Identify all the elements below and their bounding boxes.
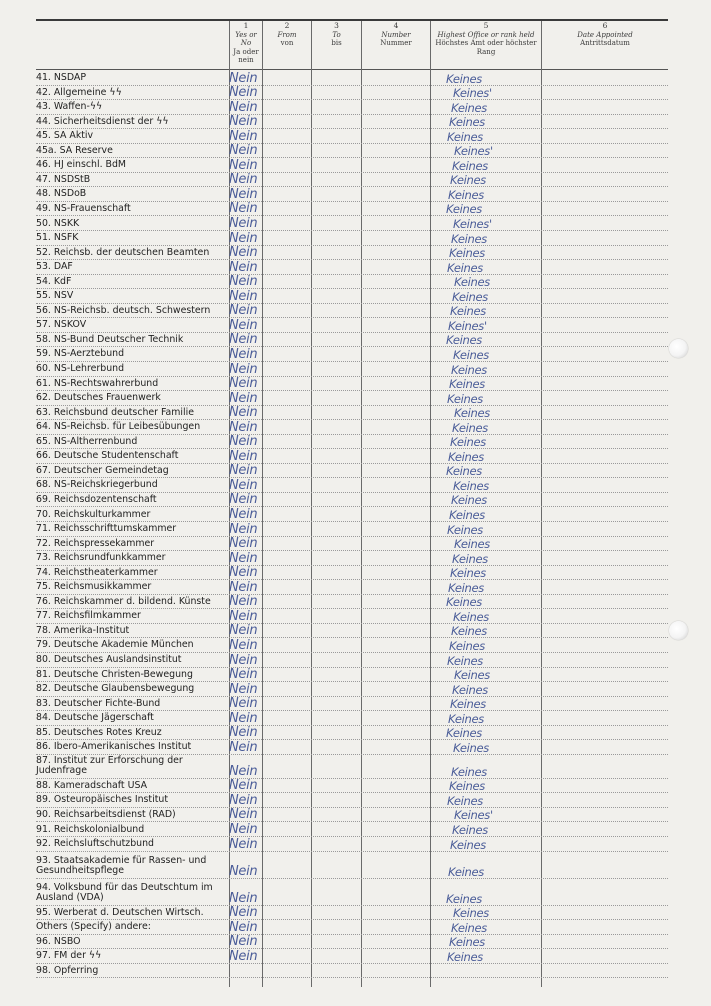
membership-answer: Nein xyxy=(229,288,258,304)
office-held: Keines xyxy=(452,289,488,304)
organization-label: 43. Waffen-ϟϟ xyxy=(36,101,103,113)
membership-answer: Nein xyxy=(229,477,258,493)
organization-label: 55. NSV xyxy=(36,290,74,302)
organization-label: 95. Werberat d. Deutschen Wirtsch. xyxy=(36,906,204,918)
table-row xyxy=(36,391,668,406)
organization-label: 80. Deutsches Auslandsinstitut xyxy=(36,654,182,666)
column-title-en: Highest Office or rank held xyxy=(437,30,535,39)
table-row xyxy=(36,595,668,610)
office-held: Keines xyxy=(446,891,482,906)
organization-label: 75. Reichsmusikkammer xyxy=(36,581,152,593)
table-row xyxy=(36,711,668,726)
row-rule xyxy=(36,977,668,978)
office-held: Keines xyxy=(446,595,482,610)
office-held: Keines xyxy=(451,920,487,935)
table-row xyxy=(36,173,668,188)
office-held: Keines xyxy=(451,100,487,115)
table-row xyxy=(36,115,668,130)
organization-label: 66. Deutsche Studentenschaft xyxy=(36,450,179,462)
organization-label: 90. Reichsarbeitsdienst (RAD) xyxy=(36,808,176,820)
organization-label: 64. NS-Reichsb. für Leibesübungen xyxy=(36,421,201,433)
office-held: Keines xyxy=(453,478,489,493)
column-title-en: From xyxy=(277,30,297,39)
membership-answer: Nein xyxy=(229,201,258,217)
organization-label: 45. SA Aktiv xyxy=(36,130,94,142)
office-held: Keines xyxy=(450,304,486,319)
table-row xyxy=(36,879,668,906)
membership-answer: Nein xyxy=(229,919,258,935)
organization-label: 84. Deutsche Jägerschaft xyxy=(36,712,154,724)
organization-label: 74. Reichstheaterkammer xyxy=(36,566,158,578)
column-title-de: Ja oder nein xyxy=(233,47,259,64)
table-row xyxy=(36,158,668,173)
office-held: Keines xyxy=(453,347,489,362)
office-held: Keines xyxy=(446,71,482,86)
membership-answer: Nein xyxy=(229,216,258,232)
table-row xyxy=(36,920,668,935)
membership-answer: Nein xyxy=(229,317,258,333)
table-row xyxy=(36,949,668,964)
organization-label: 50. NSKK xyxy=(36,217,80,229)
table-row xyxy=(36,478,668,493)
organization-label: 62. Deutsches Frauenwerk xyxy=(36,392,161,404)
organization-label: 87. Institut zur Erforschung der Judenfrage xyxy=(36,754,183,777)
office-held: Keines xyxy=(447,793,483,808)
membership-answer: Nein xyxy=(229,725,258,741)
office-held: Keines xyxy=(449,115,485,130)
organization-label: 48. NSDoB xyxy=(36,188,87,200)
membership-answer: Nein xyxy=(229,778,258,794)
organization-label: 57. NSKOV xyxy=(36,319,87,331)
organization-label: 68. NS-Reichskriegerbund xyxy=(36,479,158,491)
office-held: Keines xyxy=(450,435,486,450)
office-held: Keines xyxy=(454,406,490,421)
membership-answer: Nein xyxy=(229,376,258,392)
office-held: Keines xyxy=(448,187,484,202)
table-row xyxy=(36,837,668,852)
membership-answer: Nein xyxy=(229,157,258,173)
organization-label: 56. NS-Reichsb. deutsch. Schwestern xyxy=(36,304,211,316)
office-held: Keines' xyxy=(448,318,487,333)
membership-answer: Nein xyxy=(229,172,258,188)
table-row xyxy=(36,852,668,879)
organization-label: 41. NSDAP xyxy=(36,72,86,84)
organization-label: 91. Reichskolonialbund xyxy=(36,823,145,835)
column-title-de: Antrittsdatum xyxy=(580,39,630,47)
organization-label: 86. Ibero-Amerikanisches Institut xyxy=(36,741,192,753)
table-row xyxy=(36,231,668,246)
membership-answer: Nein xyxy=(229,405,258,421)
office-held: Keines xyxy=(450,697,486,712)
organization-label: 78. Amerika-Institut xyxy=(36,624,130,636)
membership-answer: Nein xyxy=(229,492,258,508)
organization-label: 92. Reichsluftschutzbund xyxy=(36,838,154,850)
table-row xyxy=(36,289,668,304)
column-number: 1 xyxy=(243,21,249,30)
organization-label: 76. Reichskammer d. bildend. Künste xyxy=(36,595,211,607)
office-held: Keines xyxy=(447,653,483,668)
office-held: Keines' xyxy=(454,808,493,823)
table-row xyxy=(36,508,668,523)
office-held: Keines xyxy=(447,522,483,537)
organization-label: 96. NSBO xyxy=(36,935,81,947)
membership-answer: Nein xyxy=(229,186,258,202)
organization-label: 83. Deutscher Fichte-Bund xyxy=(36,697,161,709)
column-title-de: bis xyxy=(331,39,342,47)
office-held: Keines xyxy=(452,551,488,566)
table-row xyxy=(36,202,668,217)
table-row xyxy=(36,638,668,653)
organization-label: 70. Reichskulturkammer xyxy=(36,508,151,520)
membership-answer: Nein xyxy=(229,822,258,838)
table-row xyxy=(36,333,668,348)
office-held: Keines xyxy=(448,864,484,879)
organization-label: 49. NS-Frauenschaft xyxy=(36,202,131,214)
column-title-en: Number xyxy=(381,30,411,39)
membership-answer: Nein xyxy=(229,550,258,566)
organization-label: 97. FM der ϟϟ xyxy=(36,950,102,962)
office-held: Keines xyxy=(449,638,485,653)
organization-label: 59. NS-Aerztebund xyxy=(36,348,125,360)
organization-label: 89. Osteuropäisches Institut xyxy=(36,794,169,806)
organization-label: 60. NS-Lehrerbund xyxy=(36,363,125,375)
table-row xyxy=(36,464,668,479)
organization-label: 63. Reichsbund deutscher Familie xyxy=(36,406,195,418)
column-title-de: Nummer xyxy=(380,39,412,47)
table-row xyxy=(36,566,668,581)
membership-answer: Nein xyxy=(229,905,258,921)
office-held: Keines xyxy=(449,935,485,950)
membership-answer: Nein xyxy=(229,521,258,537)
column-title-en: Date Appointed xyxy=(577,30,633,39)
office-held: Keines' xyxy=(454,144,493,159)
table-row xyxy=(36,493,668,508)
membership-answer: Nein xyxy=(229,652,258,668)
table-row xyxy=(36,406,668,421)
column-title-de: Höchstes Amt oder höchster Rang xyxy=(435,39,537,56)
table-row xyxy=(36,100,668,115)
membership-answer: Nein xyxy=(229,696,258,712)
office-held: Keines xyxy=(452,158,488,173)
office-held: Keines xyxy=(453,906,489,921)
table-row xyxy=(36,726,668,741)
organization-label: 73. Reichsrundfunkkammer xyxy=(36,552,166,564)
membership-answer: Nein xyxy=(229,536,258,552)
table-row xyxy=(36,420,668,435)
table-row xyxy=(36,435,668,450)
office-held: Keines xyxy=(451,493,487,508)
office-held: Keines xyxy=(454,537,490,552)
column-number: 4 xyxy=(393,21,399,30)
table-row xyxy=(36,823,668,838)
table-row xyxy=(36,755,668,779)
table-row xyxy=(36,275,668,290)
organization-label: 81. Deutsche Christen-Bewegung xyxy=(36,668,193,680)
membership-answer: Nein xyxy=(229,807,258,823)
office-held: Keines xyxy=(449,377,485,392)
office-held: Keines xyxy=(451,764,487,779)
column-number: 5 xyxy=(483,21,489,30)
membership-answer: Nein xyxy=(229,623,258,639)
organization-label: 72. Reichspressekammer xyxy=(36,537,155,549)
office-held: Keines xyxy=(451,231,487,246)
membership-answer: Nein xyxy=(229,792,258,808)
membership-answer: Nein xyxy=(229,259,258,275)
organization-label: 46. HJ einschl. BdM xyxy=(36,159,127,171)
membership-answer: Nein xyxy=(229,507,258,523)
organization-label: 65. NS-Altherrenbund xyxy=(36,435,138,447)
office-held: Keines' xyxy=(453,217,492,232)
membership-answer: Nein xyxy=(229,245,258,261)
office-held: Keines xyxy=(454,668,490,683)
office-held: Keines xyxy=(449,508,485,523)
office-held: Keines' xyxy=(453,86,492,101)
office-held: Keines xyxy=(454,275,490,290)
organization-label: 45a. SA Reserve xyxy=(36,144,113,156)
table-row xyxy=(36,522,668,537)
membership-answer: Nein xyxy=(229,836,258,852)
office-held: Keines xyxy=(449,246,485,261)
membership-answer: Nein xyxy=(229,608,258,624)
table-row xyxy=(36,304,668,319)
office-held: Keines xyxy=(448,711,484,726)
office-held: Keines xyxy=(446,726,482,741)
organization-label: 88. Kameradschaft USA xyxy=(36,779,147,791)
column-number: 6 xyxy=(602,21,608,30)
table-row xyxy=(36,653,668,668)
organization-label: 69. Reichsdozentenschaft xyxy=(36,493,157,505)
office-held: Keines xyxy=(450,566,486,581)
table-row xyxy=(36,246,668,261)
table-row xyxy=(36,964,668,979)
organization-label: 71. Reichsschrifttumskammer xyxy=(36,523,177,535)
organization-label: 94. Volksbund für das Deutschtum im Ausland (VDA) xyxy=(36,881,213,904)
membership-answer: Nein xyxy=(229,419,258,435)
table-row xyxy=(36,740,668,755)
membership-answer: Nein xyxy=(229,332,258,348)
table-row xyxy=(36,217,668,232)
table-row xyxy=(36,682,668,697)
membership-answer: Nein xyxy=(229,361,258,377)
membership-answer: Nein xyxy=(229,890,258,906)
column-header-to xyxy=(312,22,361,48)
organization-label: 61. NS-Rechtswahrerbund xyxy=(36,377,159,389)
table-row xyxy=(36,906,668,921)
membership-answer: Nein xyxy=(229,274,258,290)
membership-answer: Nein xyxy=(229,763,258,779)
membership-answer: Nein xyxy=(229,594,258,610)
organization-label: 58. NS-Bund Deutscher Technik xyxy=(36,333,184,345)
office-held: Keines xyxy=(447,260,483,275)
membership-answer: Nein xyxy=(229,667,258,683)
office-held: Keines xyxy=(452,682,488,697)
organization-label: 79. Deutsche Akademie München xyxy=(36,639,194,651)
office-held: Keines xyxy=(447,129,483,144)
membership-answer: Nein xyxy=(229,230,258,246)
office-held: Keines xyxy=(448,580,484,595)
membership-answer: Nein xyxy=(229,434,258,450)
organization-label: 85. Deutsches Rotes Kreuz xyxy=(36,726,162,738)
office-held: Keines xyxy=(450,837,486,852)
office-held: Keines xyxy=(452,420,488,435)
organization-label: 51. NSFK xyxy=(36,232,79,244)
office-held: Keines xyxy=(446,333,482,348)
office-held: Keines xyxy=(446,464,482,479)
membership-answer: Nein xyxy=(229,463,258,479)
organization-label: 47. NSDStB xyxy=(36,173,91,185)
membership-answer: Nein xyxy=(229,579,258,595)
membership-answer: Nein xyxy=(229,448,258,464)
membership-answer: Nein xyxy=(229,85,258,101)
table-row xyxy=(36,144,668,159)
table-row xyxy=(36,580,668,595)
membership-answer: Nein xyxy=(229,948,258,964)
table-row xyxy=(36,318,668,333)
table-row xyxy=(36,935,668,950)
membership-answer: Nein xyxy=(229,70,258,86)
membership-answer: Nein xyxy=(229,739,258,755)
column-title-en: To xyxy=(332,30,341,39)
column-number: 3 xyxy=(334,21,339,30)
column-header-number xyxy=(362,22,430,48)
membership-answer: Nein xyxy=(229,143,258,159)
punch-hole xyxy=(669,621,688,640)
office-held: Keines xyxy=(453,609,489,624)
membership-answer: Nein xyxy=(229,99,258,115)
organization-label: 53. DAF xyxy=(36,261,73,273)
table-row xyxy=(36,347,668,362)
organization-label: 44. Sicherheitsdienst der ϟϟ xyxy=(36,115,169,127)
membership-answer: Nein xyxy=(229,681,258,697)
office-held: Keines xyxy=(448,449,484,464)
header-bottom-rule xyxy=(36,69,668,70)
table-row xyxy=(36,449,668,464)
table-row xyxy=(36,808,668,823)
column-header-office xyxy=(431,22,541,56)
office-held: Keines xyxy=(453,740,489,755)
organization-label: 67. Deutscher Gemeindetag xyxy=(36,464,169,476)
table-row xyxy=(36,260,668,275)
membership-answer: Nein xyxy=(229,565,258,581)
membership-answer: Nein xyxy=(229,303,258,319)
membership-answer: Nein xyxy=(229,863,258,879)
column-title-en: Yes or No xyxy=(235,30,257,47)
office-held: Keines xyxy=(451,362,487,377)
column-number: 2 xyxy=(284,21,290,30)
column-header-yes-no xyxy=(230,22,262,65)
table-row xyxy=(36,86,668,101)
table-row xyxy=(36,537,668,552)
table-row xyxy=(36,668,668,683)
punch-hole xyxy=(669,339,688,358)
table-row xyxy=(36,129,668,144)
table-row xyxy=(36,779,668,794)
column-header-date xyxy=(542,22,668,48)
office-held: Keines xyxy=(451,624,487,639)
table-row xyxy=(36,71,668,86)
organization-label: 98. Opferring xyxy=(36,964,99,976)
office-held: Keines xyxy=(452,823,488,838)
table-row xyxy=(36,609,668,624)
membership-answer: Nein xyxy=(229,114,258,130)
membership-answer: Nein xyxy=(229,128,258,144)
office-held: Keines xyxy=(450,173,486,188)
organization-label: 42. Allgemeine ϟϟ xyxy=(36,86,122,98)
column-header-from xyxy=(263,22,311,48)
table-row xyxy=(36,187,668,202)
table-row xyxy=(36,551,668,566)
organization-label: 52. Reichsb. der deutschen Beamten xyxy=(36,246,210,258)
table-row xyxy=(36,793,668,808)
organization-label: Others (Specify) andere: xyxy=(36,921,151,933)
membership-answer: Nein xyxy=(229,710,258,726)
organization-label: 77. Reichsfilmkammer xyxy=(36,610,141,622)
column-title-de: von xyxy=(280,39,294,47)
top-rule xyxy=(36,19,668,21)
office-held: Keines xyxy=(446,202,482,217)
membership-answer: Nein xyxy=(229,390,258,406)
table-row xyxy=(36,362,668,377)
office-held: Keines xyxy=(447,949,483,964)
membership-answer: Nein xyxy=(229,346,258,362)
table-row xyxy=(36,697,668,712)
membership-answer: Nein xyxy=(229,637,258,653)
table-row xyxy=(36,377,668,392)
table-row xyxy=(36,624,668,639)
organization-label: 93. Staatsakademie für Rassen- und Gesundheitspflege xyxy=(36,854,207,877)
membership-answer: Nein xyxy=(229,934,258,950)
office-held: Keines xyxy=(447,391,483,406)
organization-label: 54. KdF xyxy=(36,275,72,287)
office-held: Keines xyxy=(449,779,485,794)
organization-label: 82. Deutsche Glaubensbewegung xyxy=(36,683,195,695)
